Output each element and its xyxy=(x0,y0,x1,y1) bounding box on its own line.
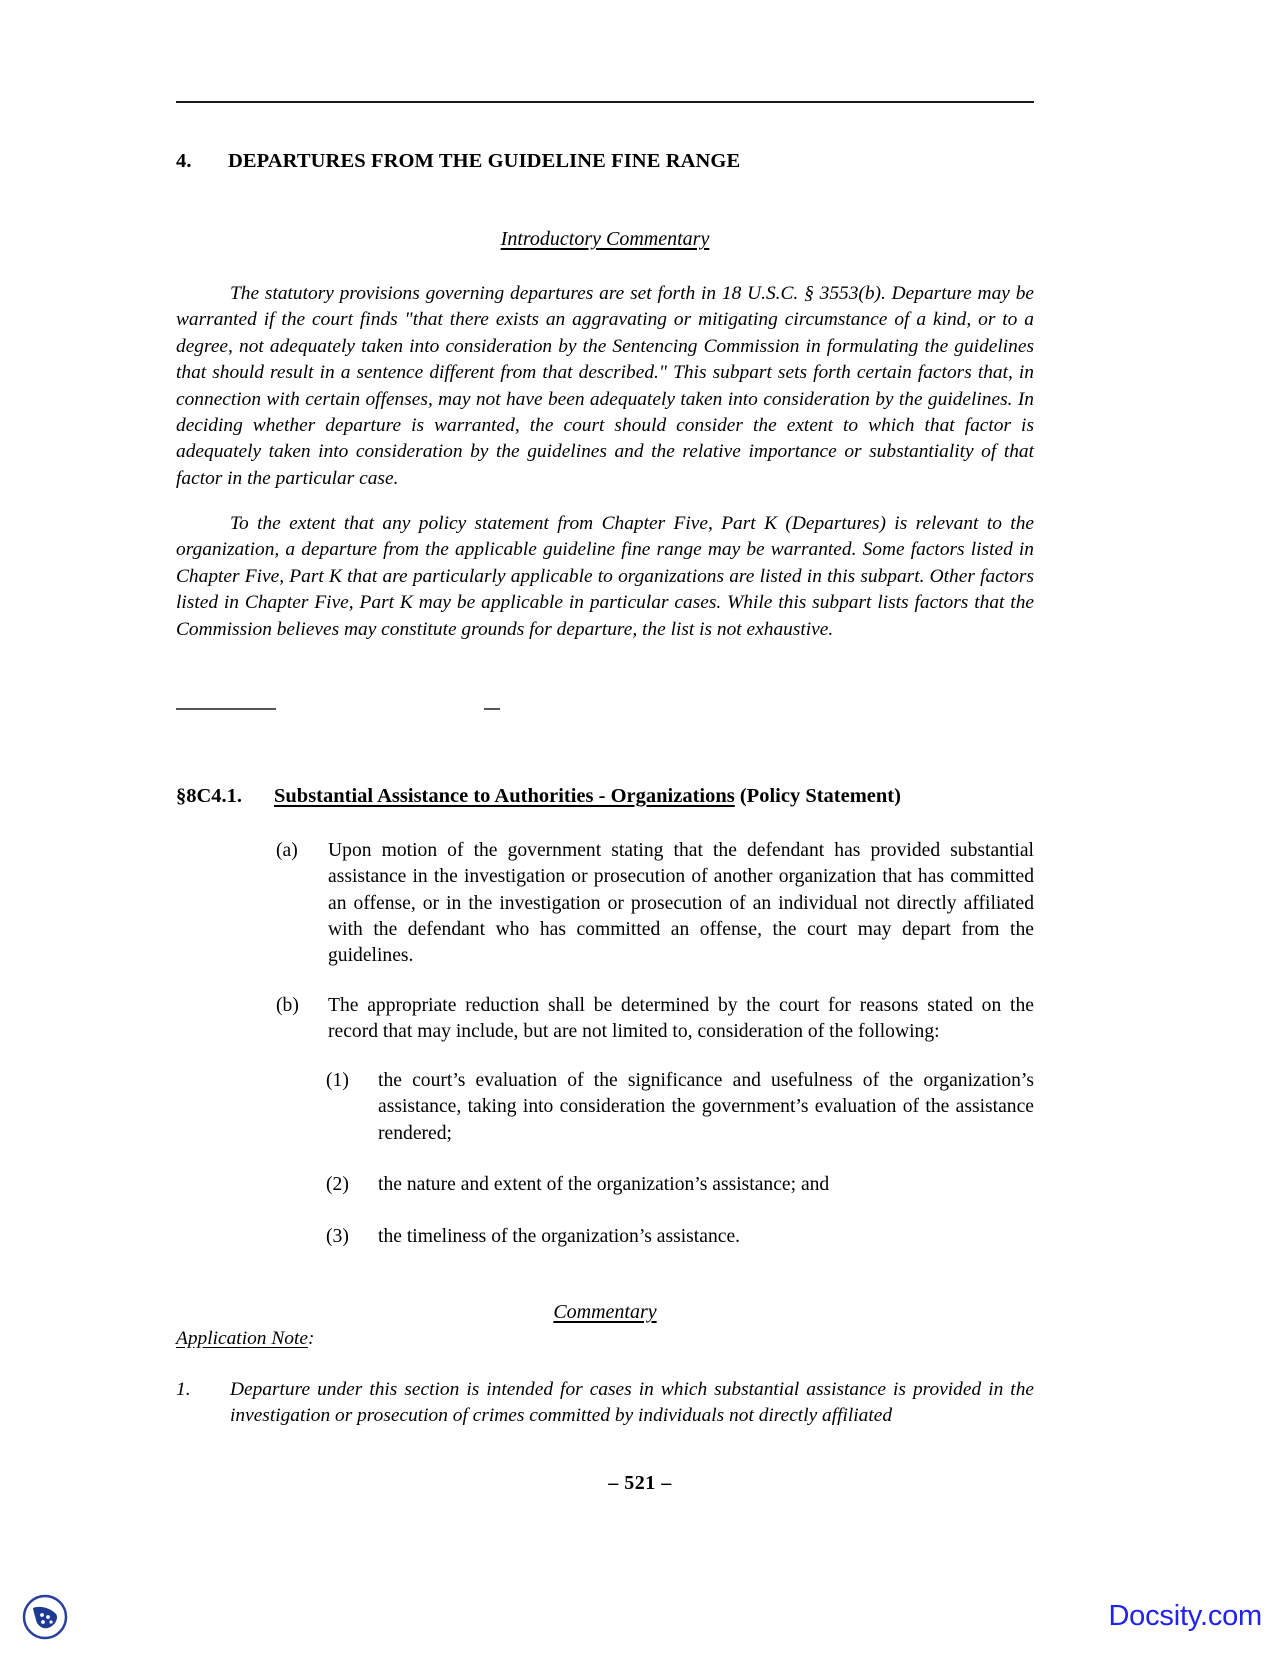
application-note-label xyxy=(176,1328,314,1350)
application-note-1-marker: 1. xyxy=(176,1379,191,1400)
subsection-b-text: The appropriate reduction shall be determined by the court for reasons stated on the record that may include, but are not limited to, consideration of the following: xyxy=(328,995,1034,1043)
guideline-title-suffix: (Policy Statement) xyxy=(734,785,901,807)
application-note-label-colon: : xyxy=(307,1328,315,1349)
commentary-heading: Commentary xyxy=(553,1301,657,1323)
guideline-item-1-text: the court’s evaluation of the significance and usefulness of the organization’s assistance, taking into consideration the government’s evaluation of the assistance rendered; xyxy=(378,1070,1034,1144)
subsection-a-text: Upon motion of the government stating that the defendant has provided substantial assistance in the investigation or prosecution of another organization that has committed an offense, or in the investigation or prosecution of an individual not directly affiliated with the defendant who has committed an offense, the court may depart from the guidelines. xyxy=(328,840,1034,967)
intro-paragraph-2: To the extent that any policy statement from Chapter Five, Part K (Departures) is relevant to the organization, a departure from the applicable guideline fine range may be warranted. Some factors listed in Chapter Five, Part K that are particularly applicable to organizations are listed in this subpart. Other factors listed in Chapter Five, Part K may be applicable in particular cases. While this subpart lists factors that the Commission believes may constitute grounds for departure, the list is not exhaustive. xyxy=(176,513,1034,640)
commentary-divider-left xyxy=(176,708,276,710)
docsity-watermark[interactable]: Docsity.com xyxy=(1108,1600,1262,1632)
guideline-heading xyxy=(176,785,901,808)
guideline-item-1 xyxy=(326,1068,1034,1147)
guideline-item-1-marker: (1) xyxy=(326,1070,349,1091)
application-note-1 xyxy=(176,1377,1034,1430)
application-note-label-text: Application Note xyxy=(176,1328,308,1349)
guideline-item-3 xyxy=(326,1224,1034,1250)
docsity-logo[interactable] xyxy=(22,1594,68,1640)
guideline-number: §8C4.1. xyxy=(176,785,243,807)
page-number: – 521 – xyxy=(608,1472,672,1494)
header-rule xyxy=(176,101,1034,103)
section-title: DEPARTURES FROM THE GUIDELINE FINE RANGE xyxy=(228,150,741,172)
guideline-item-2-marker: (2) xyxy=(326,1174,349,1195)
guideline-item-2-text: the nature and extent of the organization’s assistance; and xyxy=(378,1174,830,1195)
subsection-b-marker: (b) xyxy=(276,995,299,1016)
introductory-commentary-heading: Introductory Commentary xyxy=(500,228,710,250)
subsection-b xyxy=(276,993,1034,1046)
section-heading xyxy=(176,150,740,173)
guideline-item-2 xyxy=(326,1172,1034,1198)
guideline-item-3-marker: (3) xyxy=(326,1226,349,1247)
subsection-a xyxy=(276,838,1034,969)
section-number: 4. xyxy=(176,150,192,172)
commentary-divider-dash xyxy=(484,708,500,710)
subsection-a-marker: (a) xyxy=(276,840,298,861)
guideline-item-3-text: the timeliness of the organization’s assistance. xyxy=(378,1226,741,1247)
intro-paragraph-1: The statutory provisions governing departures are set forth in 18 U.S.C. § 3553(b). Departure may be warranted if the court finds "that there exists an aggravating or mitigating circumstance of a kind, or to a degree, not adequately taken into consideration by the Sentencing Commission in formulating the guidelines that should result in a sentence different from that described." This subpart sets forth certain factors that, in connection with certain offenses, may not have been adequately taken into consideration by the guidelines. In deciding whether departure is warranted, the court should consider the extent to which that factor is adequately taken into consideration by the guidelines and the relative importance or substantiality of that factor in the particular case. xyxy=(176,283,1034,489)
guideline-title: Substantial Assistance to Authorities - Organizations xyxy=(274,785,735,807)
application-note-1-text: Departure under this section is intended for cases in which substantial assistance is provided in the investigation or prosecution of crimes committed by individuals not directly affiliated xyxy=(230,1379,1034,1427)
